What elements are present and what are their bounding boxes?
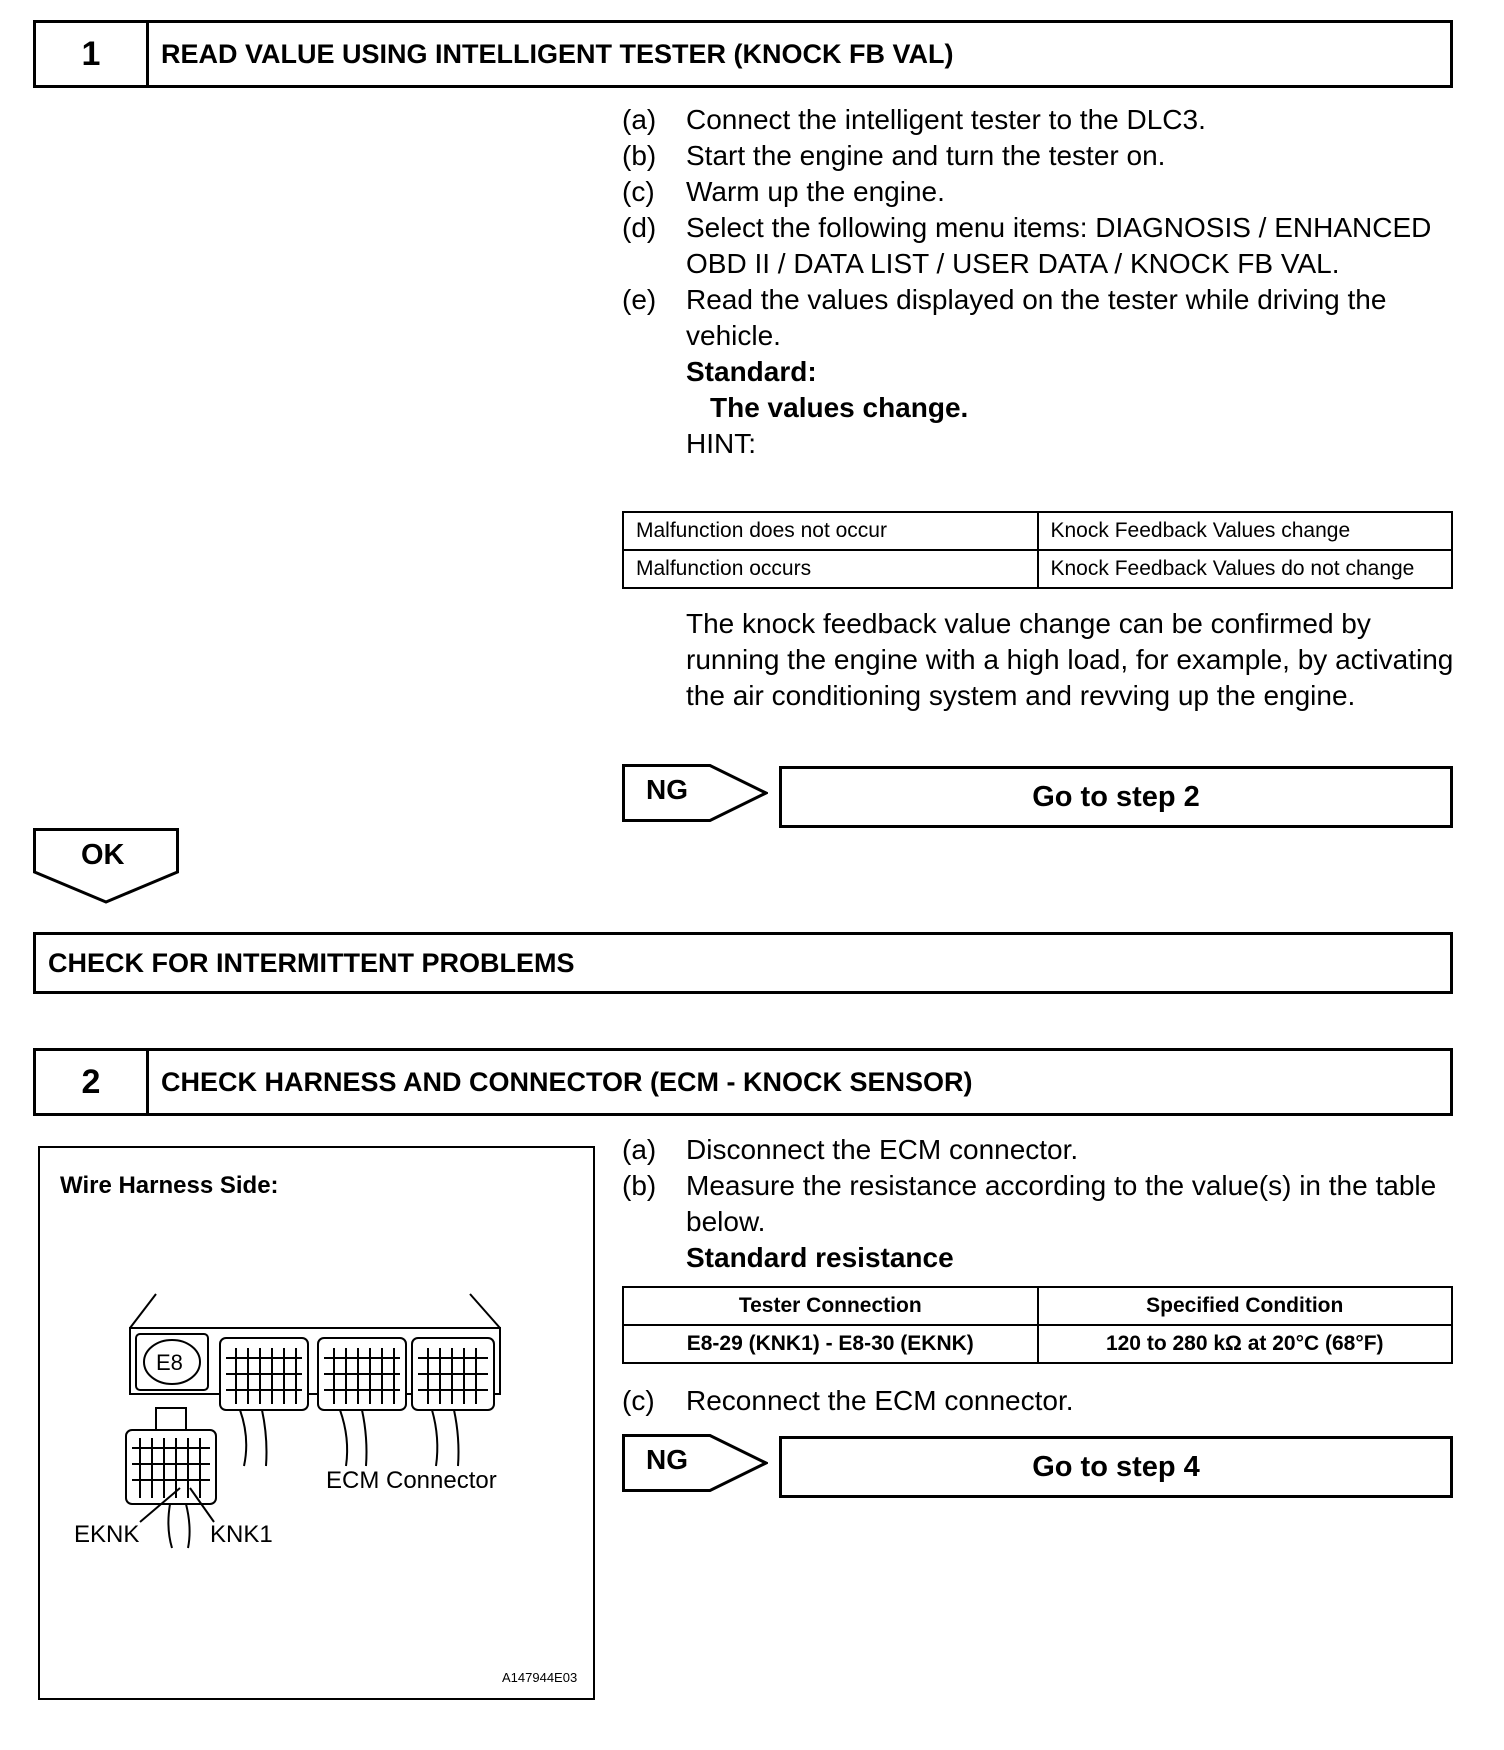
- ng-tag: [622, 764, 768, 822]
- instruction-a: [622, 102, 1458, 138]
- resistance-table: [622, 1286, 1453, 1364]
- instruction-label: (b): [622, 140, 657, 171]
- ok-label: OK: [81, 839, 125, 871]
- ng-arrow-icon: [624, 766, 767, 821]
- instruction-label: (e): [622, 284, 657, 315]
- goto-step-2: Go to step 2: [779, 766, 1453, 828]
- ecm-connector-illustration: [40, 1148, 593, 1698]
- instruction-label: (d): [622, 212, 657, 243]
- instruction-label: (b): [622, 1170, 657, 1201]
- table-header: Tester Connection: [623, 1287, 1038, 1325]
- instruction-text: Start the engine and turn the tester on.: [686, 140, 1166, 171]
- instruction-text: Measure the resistance according to the value(s) in the table below.: [686, 1170, 1437, 1237]
- eknk-label: EKNK: [74, 1521, 140, 1548]
- instruction-label: (c): [622, 176, 655, 207]
- instruction-label: (c): [622, 1385, 655, 1416]
- instruction-text: Connect the intelligent tester to the DLC3.: [686, 104, 1206, 135]
- instruction-c: [622, 174, 1458, 210]
- instruction-text: Read the values displayed on the tester while driving the vehicle.: [686, 284, 1387, 351]
- instruction-b: [622, 138, 1458, 174]
- step-2-instructions: [622, 1132, 1458, 1276]
- table-header: Specified Condition: [1038, 1287, 1453, 1325]
- step-2-number: 2: [36, 1051, 149, 1113]
- instruction-a: [622, 1132, 1458, 1168]
- step-1-title: READ VALUE USING INTELLIGENT TESTER (KNOCK FB VAL): [161, 38, 954, 69]
- instruction-c-reconnect: [622, 1383, 1458, 1419]
- hint-text: The knock feedback value change can be confirmed by running the engine with a high load, for example, by activating the air conditioning system and revving up the engine.: [686, 608, 1454, 711]
- table-header-row: [623, 1287, 1452, 1325]
- table-row: [623, 550, 1452, 588]
- table-cell: Knock Feedback Values do not change: [1038, 550, 1453, 588]
- table-row: [623, 1325, 1452, 1363]
- ecm-connector-label: ECM Connector: [326, 1467, 497, 1494]
- wire-harness-diagram: [38, 1146, 595, 1700]
- figure-code: A147944E03: [502, 1670, 578, 1685]
- ng-label: NG: [646, 1444, 688, 1475]
- table-cell: Malfunction occurs: [623, 550, 1038, 588]
- instruction-d: [622, 210, 1458, 282]
- table-row: [623, 512, 1452, 550]
- standard-label: Standard:: [686, 356, 817, 387]
- standard-value: The values change.: [710, 392, 969, 423]
- diagram-heading: Wire Harness Side:: [60, 1172, 279, 1199]
- table-cell: 120 to 280 kΩ at 20°C (68°F): [1038, 1325, 1453, 1363]
- goto-step-4: Go to step 4: [779, 1436, 1453, 1498]
- instruction-text: Warm up the engine.: [686, 176, 945, 207]
- step-2-header: [33, 1048, 1453, 1116]
- step-2-title: CHECK HARNESS AND CONNECTOR (ECM - KNOCK SENSOR): [161, 1066, 973, 1097]
- ok-tag: [33, 828, 179, 904]
- ng-arrow-icon: [624, 1436, 767, 1491]
- step-1-number: 1: [36, 23, 149, 85]
- ng-label: NG: [646, 774, 688, 805]
- instruction-text: Disconnect the ECM connector.: [686, 1134, 1079, 1165]
- step-1-header: [33, 20, 1453, 88]
- instruction-e: [622, 282, 1458, 354]
- hint-label: HINT:: [686, 428, 756, 459]
- instruction-label: (a): [622, 1134, 657, 1165]
- instruction-label: (a): [622, 104, 657, 135]
- instruction-text: Select the following menu items: DIAGNOSIS / ENHANCED OBD II / DATA LIST / USER DATA / KNOCK FB VAL.: [686, 212, 1432, 279]
- table-cell: Knock Feedback Values change: [1038, 512, 1453, 550]
- standard-resistance-label: Standard resistance: [686, 1242, 954, 1273]
- instruction-text: Reconnect the ECM connector.: [686, 1385, 1074, 1416]
- table-cell: E8-29 (KNK1) - E8-30 (EKNK): [623, 1325, 1038, 1363]
- knk1-label: KNK1: [210, 1521, 273, 1548]
- check-intermittent-problems: CHECK FOR INTERMITTENT PROBLEMS: [33, 932, 1453, 994]
- instruction-b: [622, 1168, 1458, 1240]
- hint-table: [622, 511, 1453, 589]
- connector-id-label: E8: [156, 1350, 183, 1375]
- table-cell: Malfunction does not occur: [623, 512, 1038, 550]
- ng-tag: [622, 1434, 768, 1492]
- step-1-instructions: [622, 102, 1458, 462]
